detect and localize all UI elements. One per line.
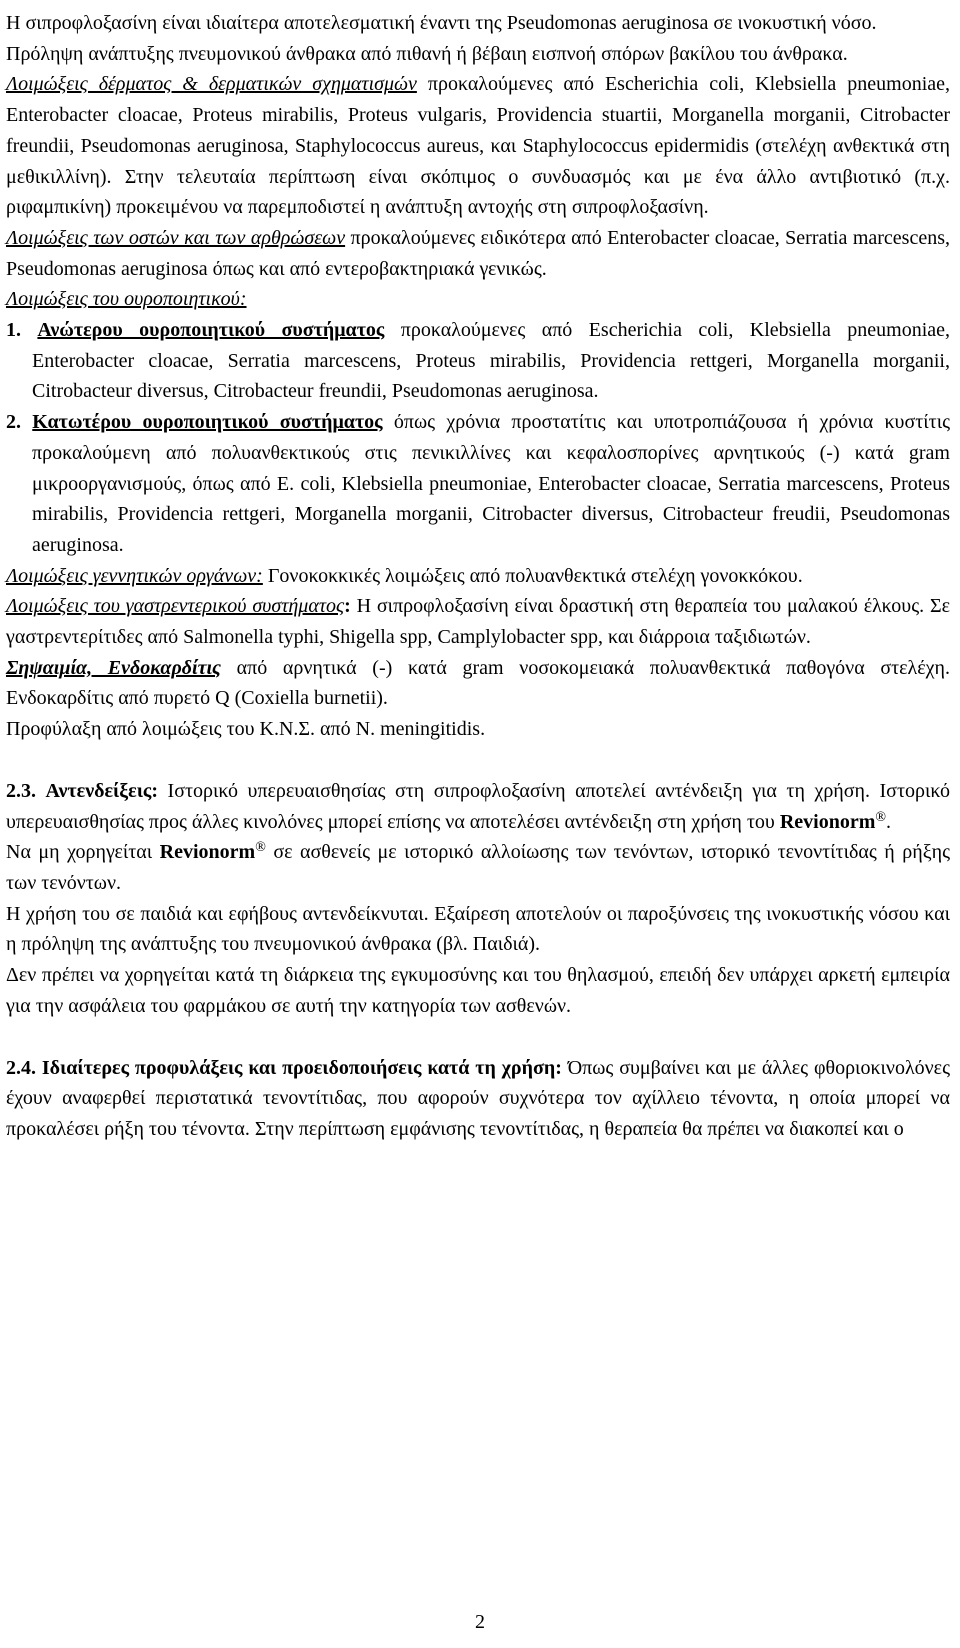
list-number: 1.	[6, 319, 21, 342]
heading-sepsis-endocarditis: Σηψαιμία, Ενδοκαρδίτις	[6, 656, 221, 679]
page-number: 2	[475, 1611, 485, 1633]
paragraph-genital-infections: Λοιμώξεις γεννητικών οργάνων: Γονοκοκκικές λοιμώξεις από πολυανθεκτικά στελέχη γονοκκόκου.	[6, 564, 803, 587]
heading-genital-infections: Λοιμώξεις γεννητικών οργάνων:	[6, 564, 263, 587]
paragraph-pseudomonas-efficacy: Η σιπροφλοξασίνη είναι ιδιαίτερα αποτελεσματική έναντι της Pseudomonas aeruginosa σε ινοκυστική νόσο.	[6, 12, 877, 34]
section-title-contraindications: Αντενδείξεις:	[45, 779, 159, 802]
paragraph-pregnancy-lactation: Δεν πρέπει να χορηγείται κατά τη διάρκεια της εγκυμοσύνης και του θηλασμού, επειδή δεν υπάρχει αρκετή εμπειρία για την ασφάλεια του φαρμάκου σε αυτή την κατηγορία των ασθενών.	[6, 964, 950, 1017]
brand-name: Revionorm	[779, 810, 876, 833]
heading-lower-urinary: Κατωτέρου ουροποιητικού συστήματος	[32, 411, 383, 434]
paragraph-anthrax-prevention: Πρόληψη ανάπτυξης πνευμονικού άνθρακα από πιθανή ή βέβαιη εισπνοή σπόρων βακίλου του άνθρακα.	[6, 42, 848, 65]
paragraph-skin-infections: Λοιμώξεις δέρματος & δερματικών σχηματισμών προκαλούμενες από Escherichia coli, Klebsiella pneumoniae, Enterobacter cloacae, Proteus mirabilis, Proteus vulgaris, Providencia stuartii, Morganella morganii, Citrobacter freundii, Pseudomonas aeruginosa, Staphylococcus aureus, και Staphylococcus epidermidis (στελέχη ανθεκτικά στη μεθικιλλίνη). Στην τελευταία περίπτωση είναι σκόπιμος ο συνδυασμός και με ένα άλλο αντιβιοτικό (π.χ. ριφαμπικίνη) προκειμένου να παρεμποδιστεί η ανάπτυξη αντοχής στη σιπροφλοξασίνη.	[6, 73, 950, 219]
list-item-upper-urinary: 1. Ανώτερου ουροποιητικού συστήματος προκαλούμενες από Escherichia coli, Klebsiella pneumoniae, Enterobacter cloacae, Serratia marcescens, Proteus mirabilis, Providencia rettgeri, Morganella morganii, Citrobacteur diversus, Citrobacteur freundii, Pseudomonas aeruginosa.	[6, 319, 950, 403]
paragraph-bone-joint-infections: Λοιμώξεις των οστών και των αρθρώσεων προκαλούμενες ειδικότερα από Enterobacter cloacae, Serratia marcescens, Pseudomonas aeruginosa όπως και από εντεροβακτηριακά γενικώς.	[6, 226, 950, 280]
list-item-lower-urinary: 2. Κατωτέρου ουροποιητικού συστήματος όπως χρόνια προστατίτις και υποτροπιάζουσα ή χρόνια κυστίτις προκαλούμενη από πολυανθεκτικούς στις πενικιλλίνες και κεφαλοσπορίνες αρνητικούς (-) κατά gram μικροοργανισμούς, όπως από E. coli, Klebsiella pneumoniae, Enterobacter cloacae, Serratia marcescens, Proteus mirabilis, Providencia rettgeri, Morganella morganii, Citrobacter diversus, Citrobacteur freudii, Pseudomonas aeruginosa.	[6, 411, 950, 556]
list-number: 2.	[6, 411, 21, 434]
section-special-precautions: 2.4. Ιδιαίτερες προφυλάξεις και προειδοποιήσεις κατά τη χρήση: Όπως συμβαίνει και με άλλες φθοριοκινολόνες έχουν αναφερθεί περιστατικά τενοντίτιδας, που αφορούν συχνότερα τον αχίλλειο τένοντα, η οποία μπορεί να προκαλέσει ρήξη του τένοντα. Στην περίπτωση εμφάνισης τενοντίτιδας, η θεραπεία θα πρέπει να διακοπεί και ο	[6, 1056, 951, 1140]
brand-name: Revionorm	[159, 841, 256, 864]
paragraph-sepsis-endocarditis: Σηψαιμία, Ενδοκαρδίτις από αρνητικά (-) κατά gram νοσοκομειακά πολυανθεκτικά παθογόνα στελέχη. Ενδοκαρδίτις από πυρετό Q (Coxiella burnetii).	[6, 656, 950, 710]
heading-upper-urinary: Ανώτερου ουροποιητικού συστήματος	[37, 319, 385, 342]
registered-mark: ®	[255, 840, 266, 856]
heading-urinary-infections: Λοιμώξεις του ουροποιητικού:	[6, 288, 247, 311]
section-contraindications: 2.3. Αντενδείξεις: Ιστορικό υπερευαισθησίας στη σιπροφλοξασίνη αποτελεί αντένδειξη για τη χρήση. Ιστορικό υπερευαισθησίας προς άλλες κινολόνες μπορεί επίσης να αποτελέσει αντένδειξη στη χρήση του Revionorm®.	[6, 779, 950, 833]
paragraph-children-adolescents: Η χρήση του σε παιδιά και εφήβους αντενδείκνυται. Εξαίρεση αποτελούν οι παροξύνσεις της ινοκυστικής νόσου και η πρόληψη της ανάπτυξης του πνευμονικού άνθρακα (βλ. Παιδιά).	[6, 902, 950, 956]
section-number: 2.4.	[6, 1056, 36, 1079]
paragraph-tendon-history: Να μη χορηγείται Revionorm® σε ασθενείς με ιστορικό αλλοίωσης των τενόντων, ιστορικό τενοντίτιδας ή ρήξης των τενόντων.	[6, 840, 950, 894]
paragraph-gastrointestinal-infections: Λοιμώξεις του γαστρεντερικού συστήματος: Η σιπροφλοξασίνη είναι δραστική στη θεραπεία του μαλακού έλκους. Σε γαστρεντερίτιδες από Salmonella typhi, Shigella spp, Camplylobacter spp, και διάρροια ταξιδιωτών.	[6, 595, 951, 649]
heading-skin-infections: Λοιμώξεις δέρματος & δερματικών σχηματισμών	[6, 73, 417, 96]
section-title-special-precautions: Ιδιαίτερες προφυλάξεις και προειδοποιήσεις κατά τη χρήση:	[41, 1056, 562, 1079]
heading-gastrointestinal-infections: Λοιμώξεις του γαστρεντερικού συστήματος	[6, 595, 345, 618]
section-number: 2.3.	[6, 779, 36, 802]
registered-mark: ®	[875, 809, 887, 825]
heading-bone-joint-infections: Λοιμώξεις των οστών και των αρθρώσεων	[6, 226, 346, 249]
paragraph-cns-prophylaxis: Προφύλαξη από λοιμώξεις του Κ.Ν.Σ. από N. meningitidis.	[6, 718, 486, 741]
